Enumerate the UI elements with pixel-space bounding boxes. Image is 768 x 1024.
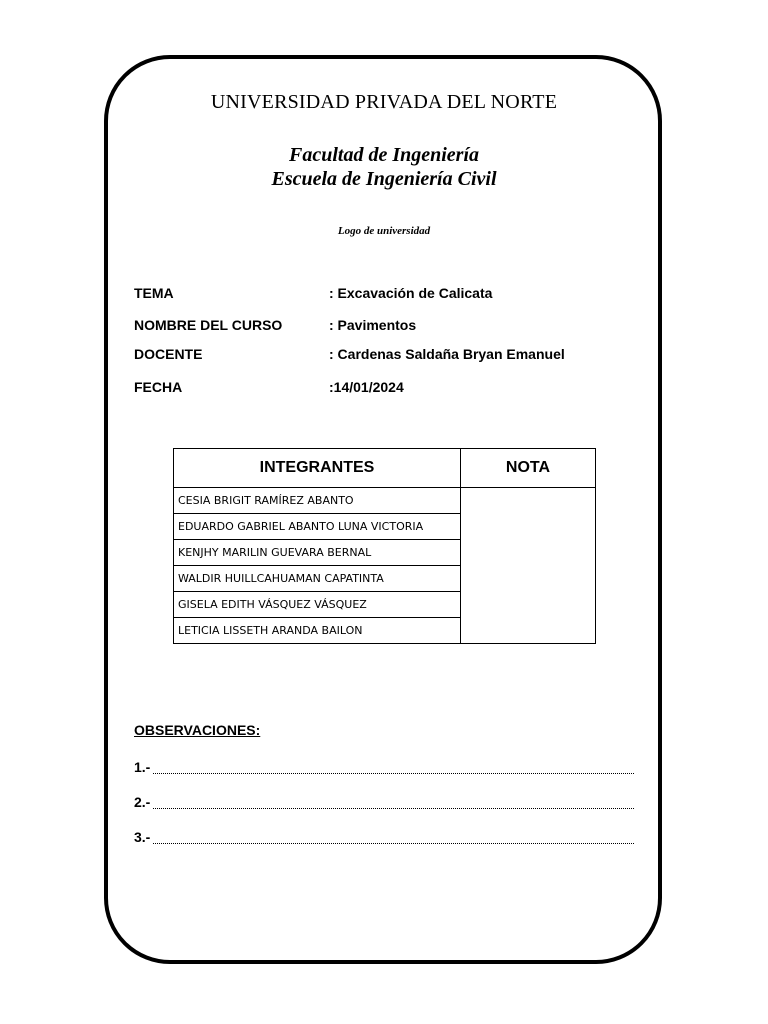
- info-label-curso: NOMBRE DEL CURSO: [134, 317, 283, 333]
- info-label-tema: TEMA: [134, 285, 174, 301]
- dotted-line: [153, 773, 634, 774]
- observations-title: OBSERVACIONES:: [134, 722, 261, 738]
- observation-number: 1.-: [134, 759, 151, 775]
- member-name: EDUARDO GABRIEL ABANTO LUNA VICTORIA: [174, 514, 461, 540]
- info-value-docente: : Cardenas Saldaña Bryan Emanuel: [329, 346, 565, 362]
- header-integrantes: INTEGRANTES: [174, 449, 461, 488]
- info-value-curso: : Pavimentos: [329, 317, 417, 333]
- member-name: WALDIR HUILLCAHUAMAN CAPATINTA: [174, 566, 461, 592]
- observation-line: [134, 829, 634, 847]
- info-value-fecha: :14/01/2024: [329, 379, 404, 395]
- observation-line: [134, 759, 634, 777]
- nota-cell: [461, 488, 596, 644]
- members-table: [173, 448, 596, 644]
- observation-number: 2.-: [134, 794, 151, 810]
- member-name: GISELA EDITH VÁSQUEZ VÁSQUEZ: [174, 592, 461, 618]
- university-title: UNIVERSIDAD PRIVADA DEL NORTE: [210, 91, 558, 113]
- member-name: LETICIA LISSETH ARANDA BAILON: [174, 618, 461, 644]
- logo-placeholder: Logo de universidad: [337, 225, 431, 237]
- faculty-title: Facultad de Ingeniería: [288, 144, 479, 166]
- observation-line: [134, 794, 634, 812]
- table-row: [174, 488, 596, 514]
- info-label-docente: DOCENTE: [134, 346, 203, 362]
- members-table-header-row: [174, 449, 596, 488]
- school-title: Escuela de Ingeniería Civil: [271, 168, 497, 190]
- member-name: CESIA BRIGIT RAMÍREZ ABANTO: [174, 488, 461, 514]
- dotted-line: [153, 808, 634, 809]
- header-nota: NOTA: [461, 449, 596, 488]
- observation-number: 3.-: [134, 829, 151, 845]
- dotted-line: [153, 843, 634, 844]
- info-label-fecha: FECHA: [134, 379, 183, 395]
- member-name: KENJHY MARILIN GUEVARA BERNAL: [174, 540, 461, 566]
- info-value-tema: : Excavación de Calicata: [329, 285, 493, 301]
